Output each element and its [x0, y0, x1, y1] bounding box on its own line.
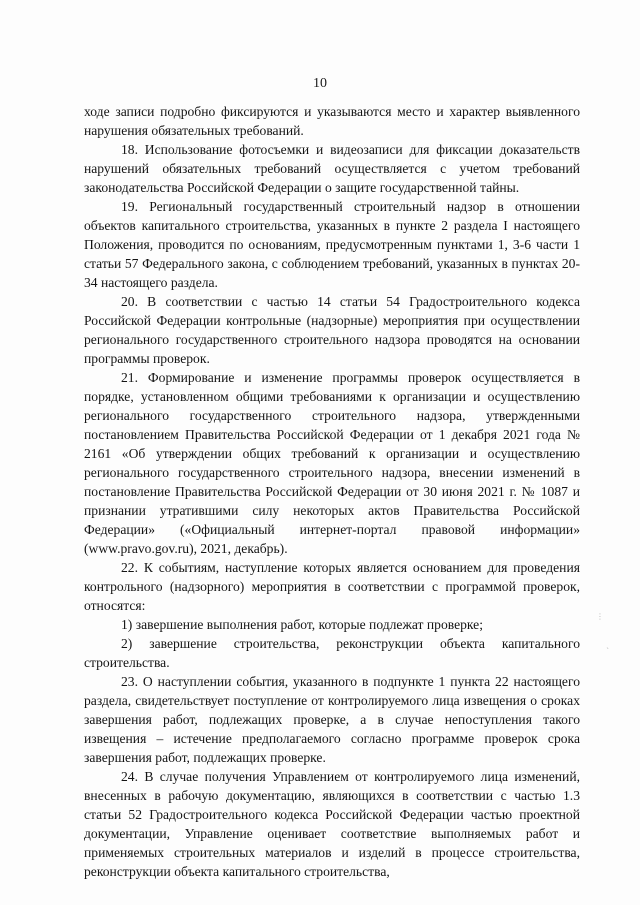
paragraph-22: 22. К событиям, наступление которых является основанием для проведения контрольного (надзорного) мероприятия в соответствии с программой проверок, относятся:	[84, 560, 580, 613]
paragraph-21: 21. Формирование и изменение программы проверок осуществляется в порядке, установленном общими требованиями к организации и осуществлению регионального государственного строительного надзора, утвержденными постановлением Правительства Российской Федерации от 1 декабря 2021 года № 2161 «Об утверждении общих требований к организации и осуществлению регионального государственного строительного надзора, внесении изменений в постановление Правительства Российской Федерации от 30 июня 2021 г. № 1087 и признании утратившими силу некоторых актов Правительства Российской Федерации» («Официальный интернет-портал правовой информации» (www.pravo.gov.ru), 2021, декабрь).	[84, 370, 580, 556]
paragraph-19: 19. Региональный государственный строительный надзор в отношении объектов капитального строительства, указанных в пункте 2 раздела I настоящего Положения, проводится по основаниям, предусмотренным пунктами 1, 3-6 части 1 статьи 57 Федерального закона, с соблюдением требований, указанных в пунктах 20-34 настоящего раздела.	[84, 199, 580, 290]
paragraph-20: 20. В соответствии с частью 14 статьи 54 Градостроительного кодекса Российской Федерации контрольные (надзорные) мероприятия при осуществлении регионального государственного строительного надзора проводятся на основании программы проверок.	[84, 294, 580, 366]
document-body	[84, 102, 580, 881]
paragraph-24: 24. В случае получения Управлением от контролируемого лица изменений, внесенных в рабочую документацию, являющихся в соответствии с частью 1.3 статьи 52 Градостроительного кодекса Российской Федерации частью проектной документации, Управление оценивает соответствие выполняемых работ и применяемых строительных материалов и изделий в процессе строительства, реконструкции объекта капитального строительства,	[84, 769, 580, 879]
list-item-22-1: 1) завершение выполнения работ, которые подлежат проверке;	[121, 617, 483, 632]
page-number: 10	[313, 76, 327, 91]
scan-artifact: ⋮	[596, 612, 604, 621]
paragraph-continuation: ходе записи подробно фиксируются и указываются место и характер выявленного нарушения обязательных требований.	[84, 104, 580, 138]
paragraph-23: 23. О наступлении события, указанного в подпункте 1 пункта 22 настоящего раздела, свидетельствует поступление от контролируемого лица извещения о сроках завершения работ, подлежащих проверке, а в случае непоступления такого извещения – истечение предполагаемого согласно программе проверок срока завершения работ, подлежащих проверке.	[84, 674, 580, 765]
paragraph-18: 18. Использование фотосъемки и видеозаписи для фиксации доказательств нарушений обязательных требований осуществляется с учетом требований законодательства Российской Федерации о защите государственной тайны.	[84, 142, 580, 195]
list-item-22-2: 2) завершение строительства, реконструкции объекта капитального строительства.	[84, 636, 580, 670]
scan-artifact: ˎ	[606, 640, 610, 649]
